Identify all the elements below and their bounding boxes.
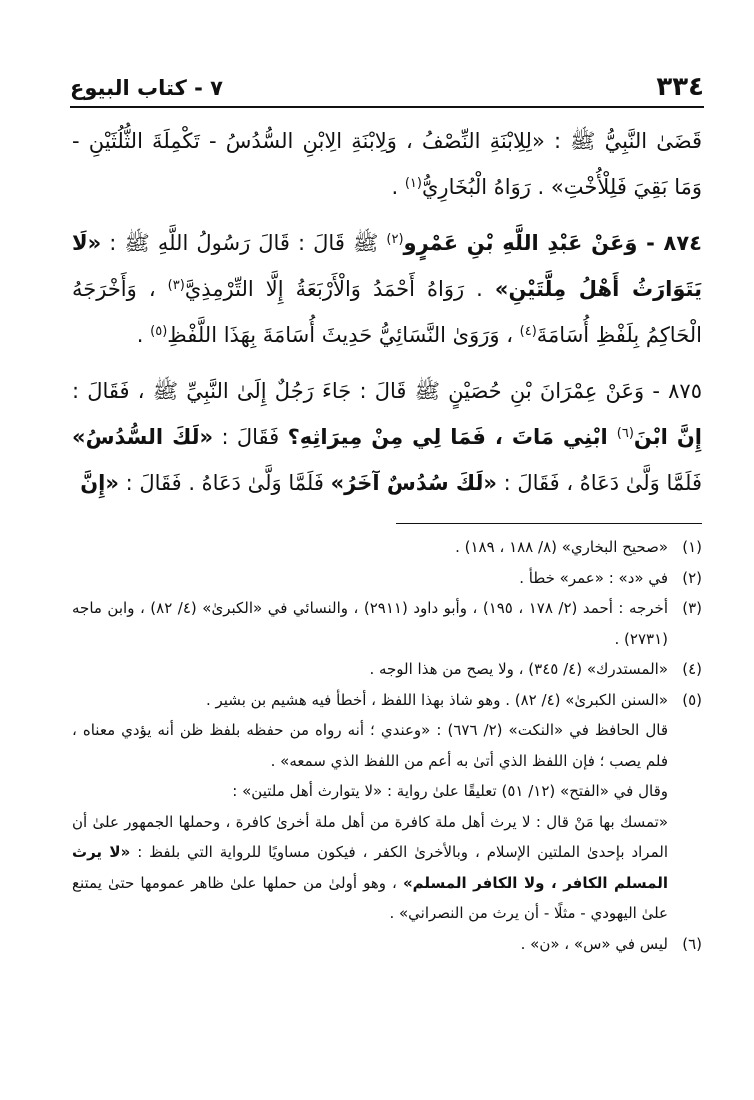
footnote-number: (١): [682, 538, 702, 556]
header-rule: [70, 106, 704, 108]
p3-text-4: فَلَمَّا وَلَّىٰ دَعَاهُ . فَقَالَ :: [118, 471, 331, 495]
footnote-number: (٥): [682, 690, 702, 709]
page-header: [70, 62, 704, 102]
footnotes: [72, 532, 702, 959]
p3-quote-1b: ابْنِي مَاتَ ، فَمَا لِي مِنْ مِيرَاثِهِ؟: [287, 425, 617, 449]
footnote-ref-3: (٣): [167, 278, 185, 293]
footnote-text: ليس في «س» ، «ن» .: [520, 934, 668, 953]
footnote-5-quote-text: «تمسك بها مَنْ قال : لا يرث أهل ملة كافرة من أهل ملة أخرىٰ كافرة ، وحملها الجمهور علىٰ أن المراد بإحدىٰ الملتين الإسلام ، وبالأخرىٰ الكفر ، فيكون مساويًا للرواية التي بلفظ :: [72, 812, 668, 861]
p3-quote-4: «إِنَّ: [80, 471, 119, 495]
p3-quote-3: «لَكَ سُدُسٌ آخَرُ»: [330, 471, 497, 495]
running-title: ٧ - كتاب البيوع: [70, 76, 223, 100]
footnote-5-continuation-1: قال الحافظ في «النكت» (٢/ ٦٧٦) : «وعندي ؛ أنه رواه من حفظه بلفظ ظن أنه يؤدي معناه ، فلم يصب ؛ فإن اللفظ الذي أتىٰ به أعم من اللفظ الذي سمعه» .: [72, 721, 668, 770]
p3-quote-2: «لَكَ السُّدُسُ»: [72, 425, 214, 449]
p2-text-2: ﷺ قَالَ : قَالَ رَسُولُ اللَّهِ ﷺ :: [101, 231, 387, 255]
footnote-text: «صحيح البخاري» (٨/ ١٨٨ ، ١٨٩) .: [455, 538, 668, 556]
footnote-4: [72, 654, 702, 685]
footnote-5-quote-end: ، وهو أولىٰ من حملها علىٰ ظاهر عمومها حتىٰ يمتنع علىٰ اليهودي - مثلًا - أن يرث من النصراني» .: [72, 873, 668, 922]
p3-quote-1a: إِنَّ ابْنَ: [633, 425, 702, 449]
footnote-text: «المستدرك» (٤/ ٣٤٥) ، ولا يصح من هذا الوجه .: [369, 660, 668, 678]
footnote-text: «السنن الكبرىٰ» (٤/ ٨٢) . وهو شاذ بهذا اللفظ ، أخطأ فيه هشيم بن بشير .: [205, 690, 668, 709]
p2-text-6: .: [136, 323, 151, 347]
footnote-ref-4: (٤): [519, 324, 537, 339]
main-text: [72, 118, 702, 516]
page-number: ٣٣٤: [656, 72, 704, 102]
p2-text-5: ، وَرَوَىٰ النَّسَائِيُّ حَدِيثَ أُسَامَةَ بِهَذَا اللَّفْظِ: [167, 323, 520, 347]
footnote-5-continuation-3: [72, 807, 702, 929]
p3-text-2: فَقَالَ :: [213, 425, 288, 449]
p2-text-4: ، وَأَخْرَجَهُ الْحَاكِمُ بِلَفْظِ أُسَامَةَ: [72, 277, 702, 347]
footnote-5-hadith-quote: «لا يرث المسلم الكافر ، ولا الكافر المسلم»: [72, 843, 668, 892]
footnote-number: (٤): [682, 660, 702, 678]
paragraph-875: [72, 368, 702, 506]
footnote-number: (٢): [682, 568, 702, 587]
footnote-ref-2: (٢): [386, 232, 404, 247]
footnote-number: (٦): [682, 934, 702, 953]
footnote-3: [72, 593, 702, 654]
footnote-text: في «د» : «عمر» خطأ .: [519, 568, 668, 587]
footnote-5-continuation-2: وقال في «الفتح» (١٢/ ٥١) تعليقًا علىٰ رواية : «لا يتوارث أهل ملتين» :: [232, 782, 668, 800]
p3-text-1: ٨٧٥ - وَعَنْ عِمْرَانَ بْنِ حُصَيْنٍ ﷺ قَالَ : جَاءَ رَجُلٌ إِلَىٰ النَّبِيِّ ﷺ ، فَقَالَ :: [72, 379, 702, 403]
footnote-2: [72, 563, 702, 594]
p2-quote: «لَا يَتَوَارَثُ أَهْلُ مِلَّتَيْنِ»: [72, 231, 702, 301]
paragraph-1: [72, 118, 702, 210]
paragraph-874: [72, 220, 702, 358]
footnote-number: (٣): [682, 599, 703, 617]
footnote-ref-5: (٥): [150, 324, 168, 339]
footnote-6: [72, 929, 702, 960]
p3-text-3: فَلَمَّا وَلَّىٰ دَعَاهُ ، فَقَالَ :: [496, 471, 702, 495]
p2-text-3: . رَوَاهُ أَحْمَدُ وَالْأَرْبَعَةُ إِلَّا التِّرْمِذِيَّ: [184, 277, 495, 301]
footnote-1: [72, 532, 702, 563]
footnote-ref-6: (٦): [616, 426, 634, 441]
p1-text-1: قَضَىٰ النَّبِيُّ ﷺ : «لِلِابْنَةِ النِّصْفُ ، وَلِابْنَةِ الِابْنِ السُّدُسُ - تَكْمِلَةَ الثُّلُثَيْنِ - وَمَا بَقِيَ فَلِلْأُخْتِ» . رَوَاهُ الْبُخَارِيُّ: [72, 129, 702, 199]
p1-text-2: .: [391, 175, 405, 199]
footnote-separator: [396, 523, 702, 524]
footnote-ref-1: (١): [404, 176, 422, 191]
footnote-5: [72, 685, 702, 716]
p2-text-1: ٨٧٤ - وَعَنْ عَبْدِ اللَّهِ بْنِ عَمْرٍو: [403, 231, 702, 255]
footnote-text: أخرجه : أحمد (٢/ ١٧٨ ، ١٩٥) ، وأبو داود (٢٩١١) ، والنسائي في «الكبرىٰ» (٤/ ٨٢) ، وابن ماجه (٢٧٣١) .: [72, 599, 669, 648]
